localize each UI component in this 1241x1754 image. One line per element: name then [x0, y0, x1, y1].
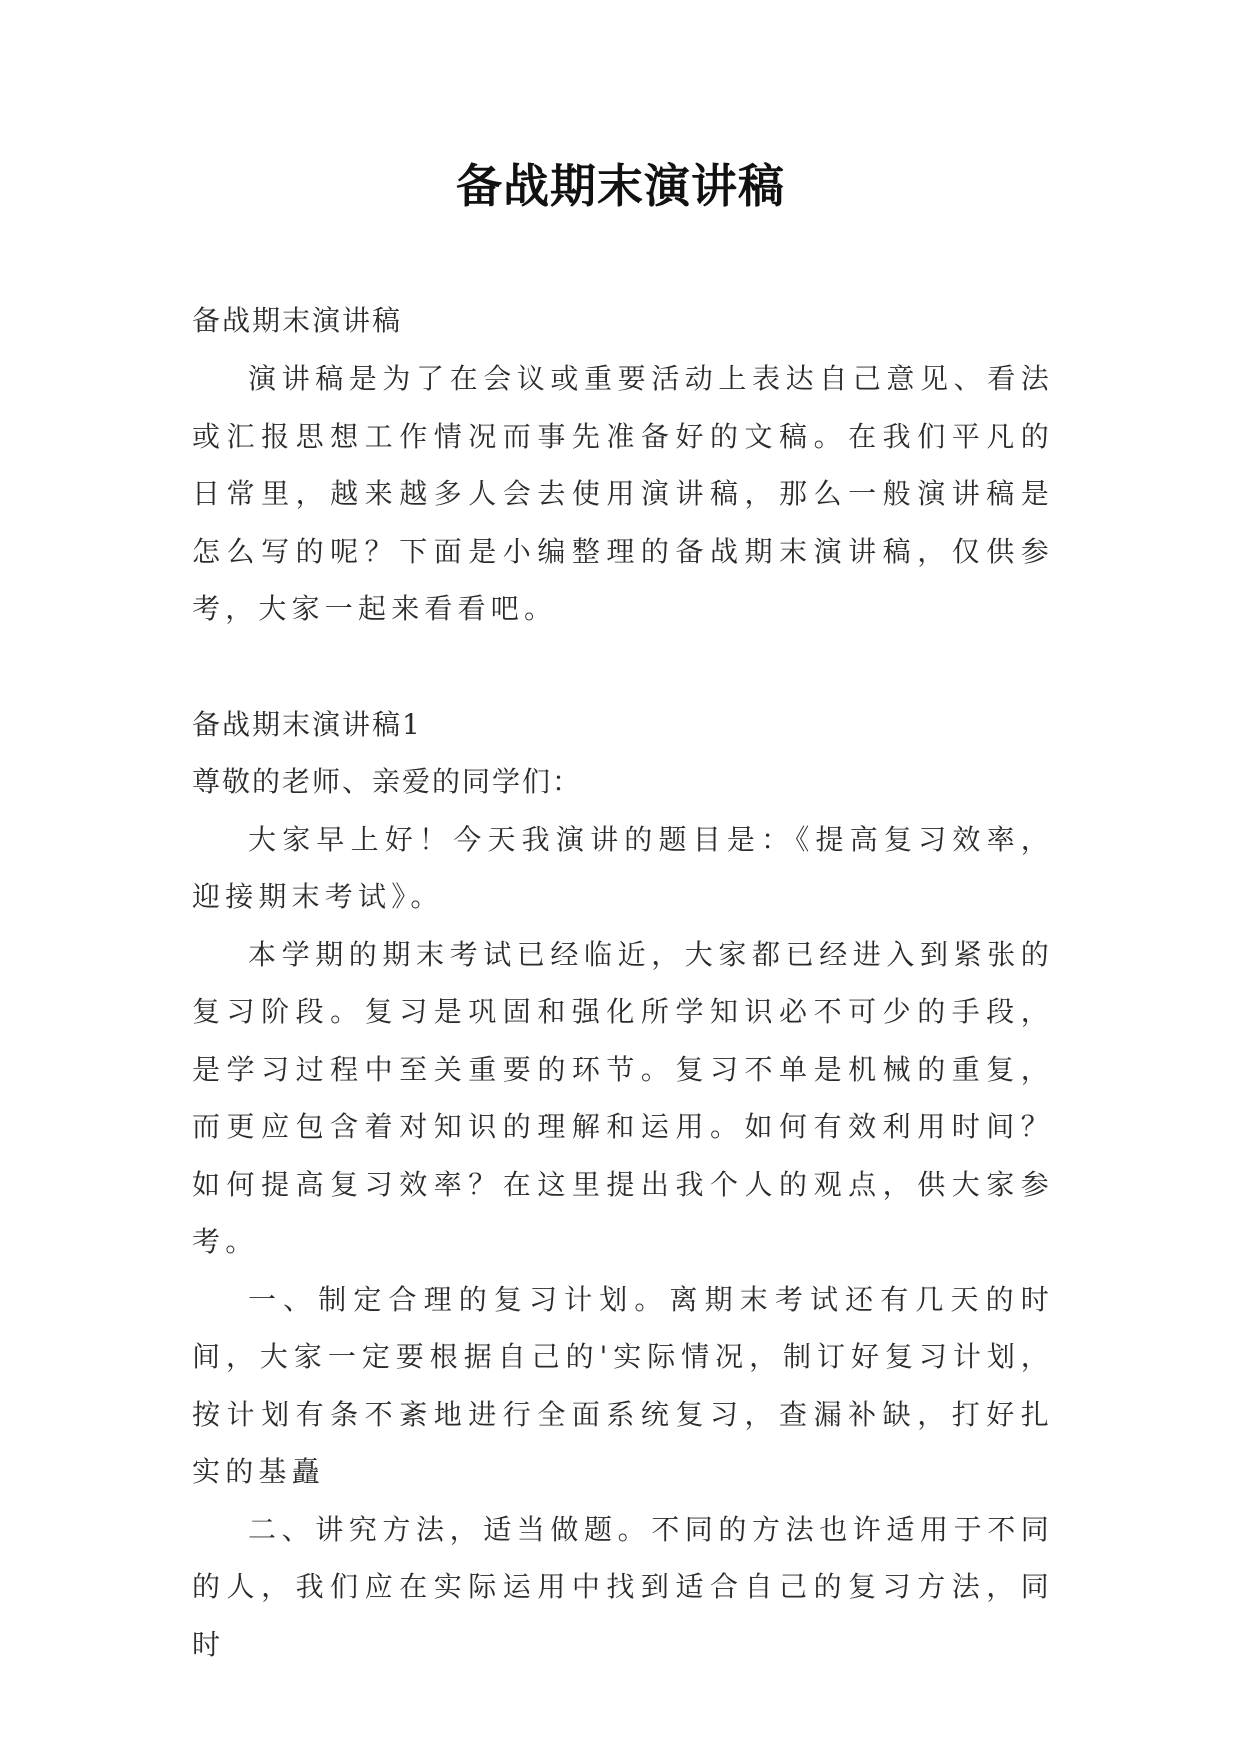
- document-body: [192, 292, 1054, 1673]
- speech-paragraph: 本学期的期末考试已经临近，大家都已经进入到紧张的复习阶段。复习是巩固和强化所学知识必不可少的手段，是学习过程中至关重要的环节。复习不单是机械的重复，而更应包含着对知识的理解和运用。如何有效利用时间？如何提高复习效率？在这里提出我个人的观点，供大家参考。: [192, 937, 1054, 1258]
- document-subtitle: 备战期末演讲稿: [192, 304, 403, 337]
- section-title: 备战期末演讲稿1: [192, 707, 422, 741]
- document-title: 备战期末演讲稿: [456, 159, 785, 213]
- speech-paragraph: 二、讲究方法，适当做题。不同的方法也许适用于不同的人，我们应在实际运用中找到适合自己的复习方法，同时: [192, 1512, 1054, 1661]
- speech-paragraph: 大家早上好！今天我演讲的题目是：《提高复习效率，迎接期末考试》。: [192, 822, 1054, 913]
- section-gap: [192, 638, 1054, 696]
- salutation: 尊敬的老师、亲爱的同学们：: [192, 765, 583, 798]
- speech-paragraph: 一、制定合理的复习计划。离期末考试还有几天的时间，大家一定要根据自己的'实际情况，制订好复习计划，按计划有条不紊地进行全面系统复习，查漏补缺，打好扎实的基矗: [192, 1282, 1054, 1488]
- intro-paragraph: 演讲稿是为了在会议或重要活动上表达自己意见、看法或汇报思想工作情况而事先准备好的文稿。在我们平凡的日常里，越来越多人会去使用演讲稿，那么一般演讲稿是怎么写的呢？下面是小编整理的备战期末演讲稿，仅供参考，大家一起来看看吧。: [192, 362, 1054, 625]
